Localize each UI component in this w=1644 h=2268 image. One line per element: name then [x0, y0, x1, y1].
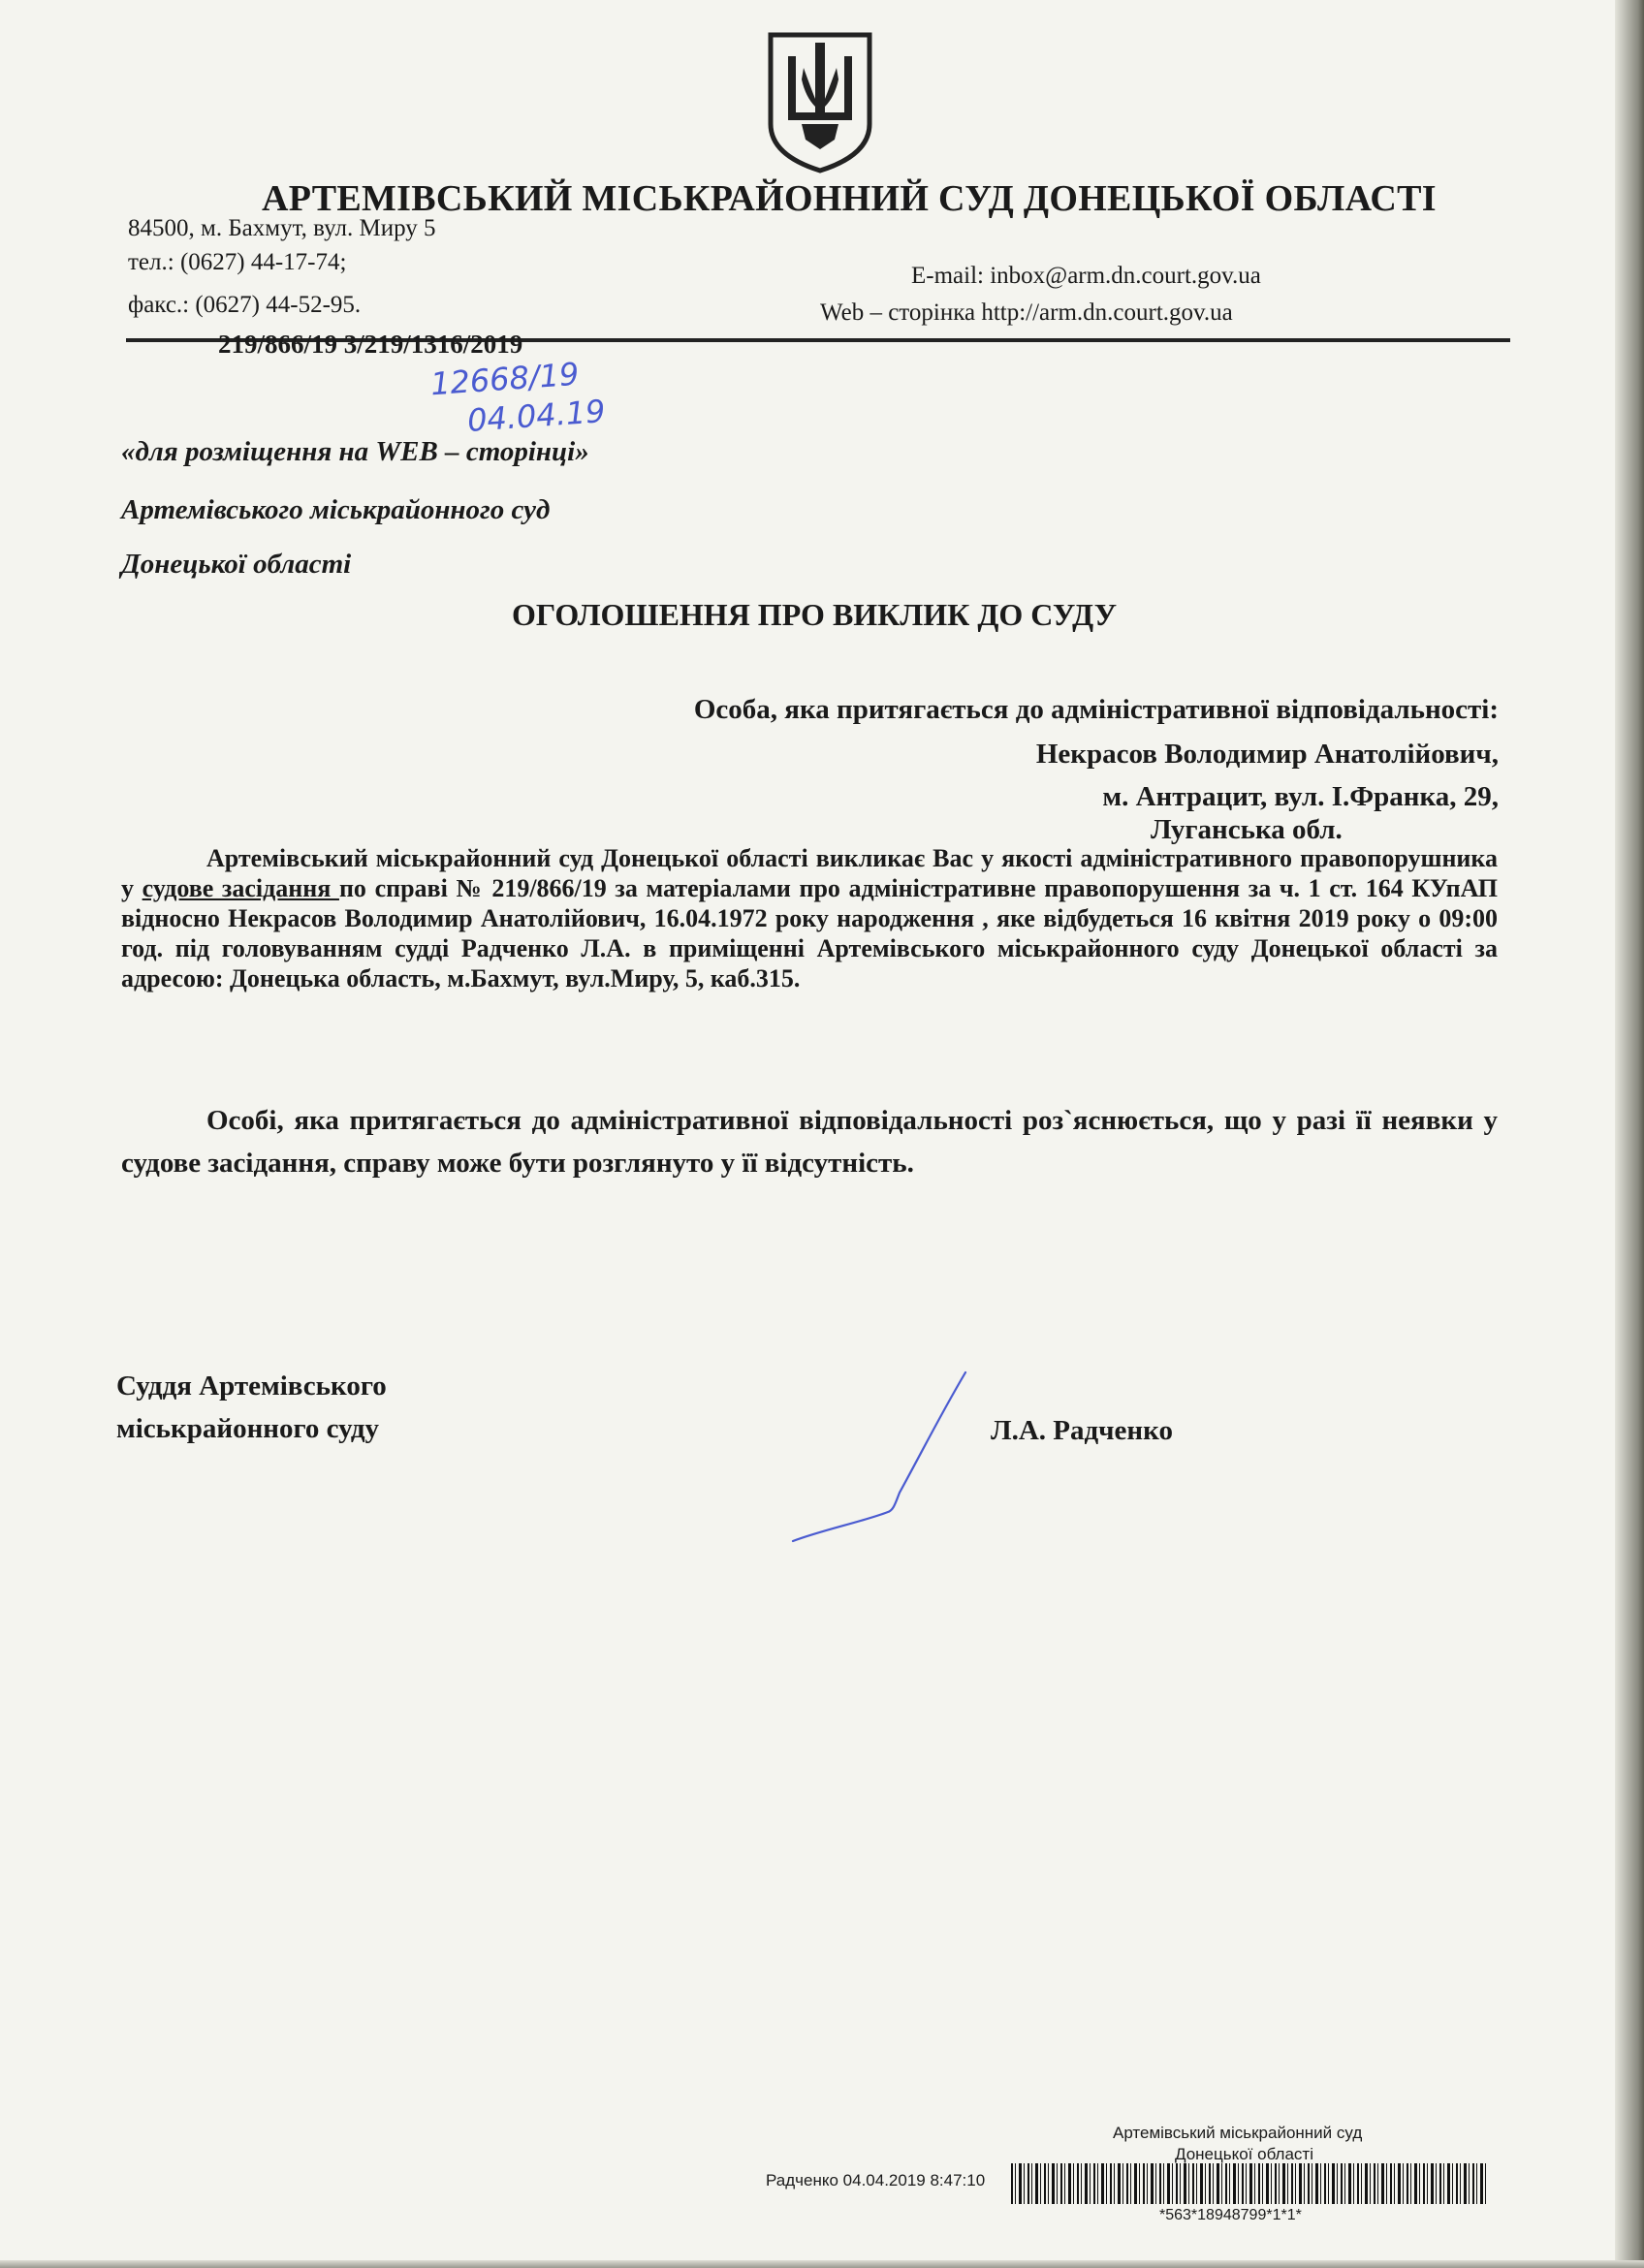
case-reference: 219/866/19 3/219/1316/2019 [218, 330, 523, 359]
respondent-name: Некрасов Володимир Анатолійович, [1035, 739, 1499, 770]
scan-edge-bottom [0, 2260, 1644, 2268]
court-email: E-mail: inbox@arm.dn.court.gov.ua [911, 263, 1261, 289]
stamp-court-name: Артемівський міськрайонний суд [1113, 2124, 1363, 2142]
summons-text-start: Артемівський міськрайонний суд Донецької області викликає Вас у якості адміністративного правопорушника у [121, 844, 1498, 902]
handwritten-registration-number: 12668/19 [428, 355, 581, 403]
summons-paragraph [121, 843, 1498, 993]
court-website: Web – сторінка http://arm.dn.court.gov.ua [820, 299, 1233, 326]
judge-name: Л.А. Радченко [991, 1415, 1173, 1446]
addressee-line-web: «для розміщення на WEB – сторінці» [121, 436, 589, 467]
respondent-address: м. Антрацит, вул. І.Франка, 29, [1102, 781, 1499, 812]
respondent-region: Луганська обл. [1151, 814, 1343, 845]
stamp-registration-info: Радченко 04.04.2019 8:47:10 [766, 2171, 986, 2189]
court-fax: факс.: (0627) 44-52-95. [128, 292, 362, 318]
judge-title [116, 1365, 387, 1450]
barcode-number: *563*18948799*1*1* [1159, 2207, 1302, 2223]
summons-text-hearing: судове засідання [142, 874, 339, 902]
judge-title-line1: Суддя Артемівського [116, 1370, 387, 1402]
judge-title-line2: міськрайонного суду [116, 1413, 380, 1444]
respondent-label: Особа, яка притягається до адміністративної відповідальності: [693, 694, 1499, 725]
judge-signature [785, 1367, 979, 1551]
ukrainian-trident-emblem [765, 29, 875, 174]
handwritten-registration-date: 04.04.19 [465, 393, 607, 439]
document-title: ОГОЛОШЕННЯ ПРО ВИКЛИК ДО СУДУ [511, 597, 1118, 632]
court-name: АРТЕМІВСЬКИЙ МІСЬКРАЙОННИЙ СУД ДОНЕЦЬКОЇ ОБЛАСТІ [262, 178, 1437, 219]
summons-text-rest: по справі № 219/866/19 за матеріалами про адміністративне правопорушення за ч. 1 ст. 164 КУпАП відносно Некрасов Володимир Анатолійович, 16.04.1972 року народження , яке відбудеться 16 квітня 2019 року о 09:00 год. під головуванням судді Радченко Л.А. в приміщенні Артемівського міськрайонного суду Донецької області за адресою: Донецька область, м.Бахмут, вул.Миру, 5, каб.315. [121, 874, 1499, 992]
stamp-court-region: Донецької області [1175, 2145, 1313, 2163]
court-phone: тел.: (0627) 44-17-74; [128, 249, 347, 275]
addressee-line-region: Донецької області [121, 549, 352, 580]
absence-notice-paragraph: Особі, яка притягається до адміністративної відповідальності роз`яснюється, що у разі її неявки у судове засідання, справу може бути розглянуто у її відсутність. [121, 1105, 1498, 1179]
addressee-line-court: Артемівського міськрайонного суд [121, 494, 551, 525]
scan-edge [1615, 0, 1644, 2268]
document-barcode [1011, 2163, 1486, 2204]
court-address: 84500, м. Бахмут, вул. Миру 5 [128, 215, 436, 241]
